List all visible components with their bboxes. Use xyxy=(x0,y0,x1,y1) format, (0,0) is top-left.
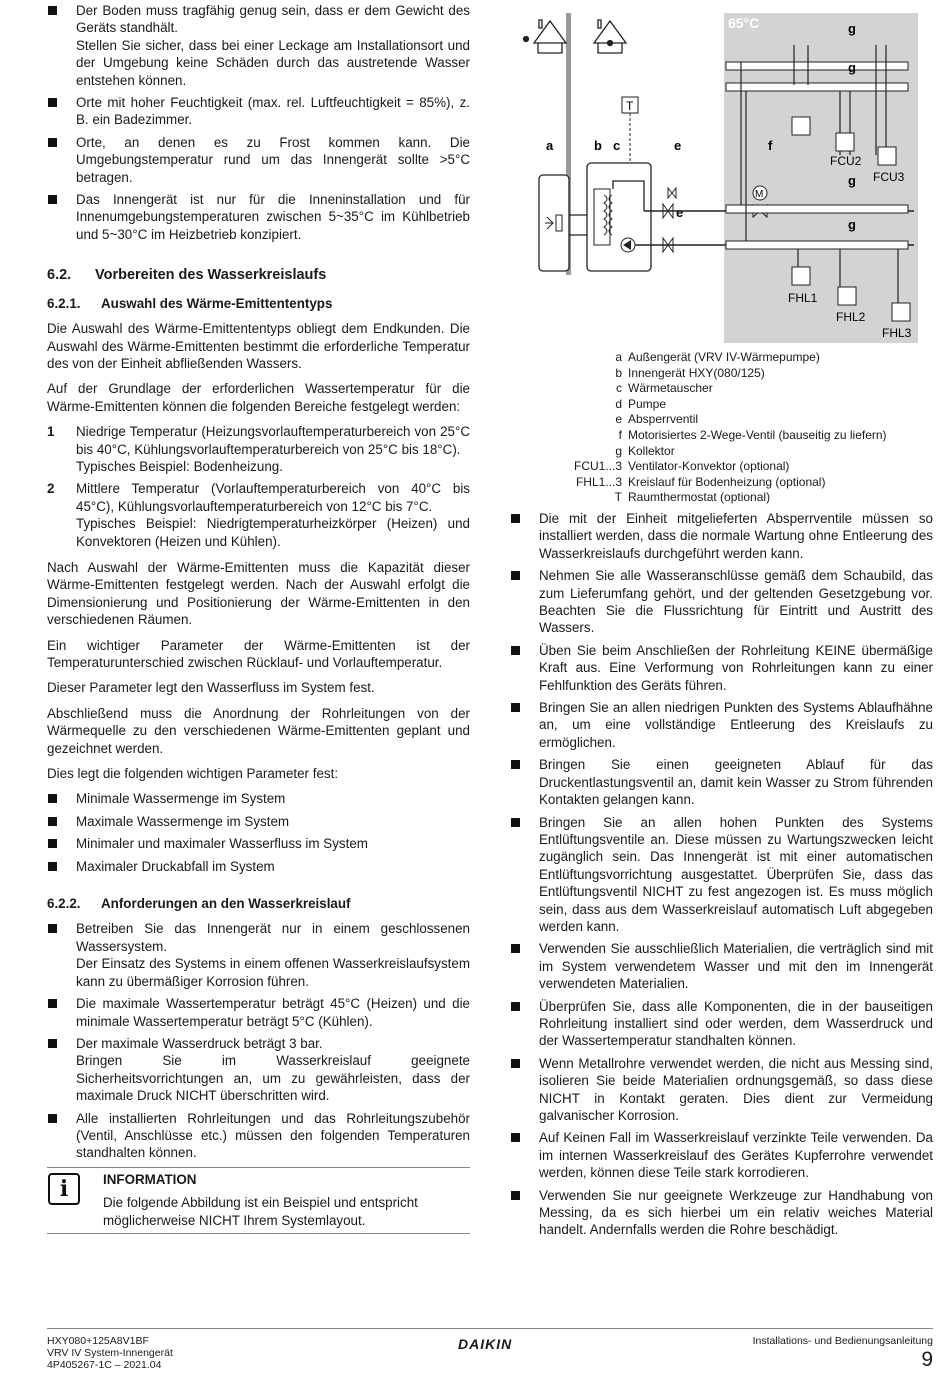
legend-row: FCU1...3 Ventilator-Konvektor (optional) xyxy=(573,459,790,474)
bullet-item: Der Boden muss tragfähig genug sein, dass er dem Gewicht des Geräts standhält. Stellen Sie sicher, dass bei einer Leckage am Installationsort und der Umgebung keine Schäden durch das austretende Wasser entstehen können. xyxy=(47,2,470,89)
label-b: b xyxy=(594,138,602,153)
label-a: a xyxy=(546,138,554,153)
water-circuit-diagram xyxy=(520,5,920,343)
info-title: INFORMATION xyxy=(103,1171,197,1187)
bullet-item: Überprüfen Sie, dass alle Komponenten, die in der bauseitigen Rohrleitung installiert sind oder werden, dem Wasserdruck und der Wassertemperatur standhalten können. xyxy=(510,998,933,1050)
floor-loop-icon xyxy=(792,267,810,285)
bullet-item: Betreiben Sie das Innengerät nur in einem geschlossenen Wassersystem. Der Einsatz des Systems in einem offenen Wasserkreislaufsystem kann zu übermäßiger Korrosion führen. xyxy=(47,920,470,990)
bullet-item: Üben Sie beim Anschließen der Rohrleitung KEINE übermäßige Kraft aus. Eine Verformung von Rohrleitungen kann zu einer Fehlfunktion des Geräts führen. xyxy=(510,642,933,694)
right-column xyxy=(510,510,933,1244)
product-name: VRV IV System-Innengerät xyxy=(47,1347,173,1359)
fan-coil-icon xyxy=(792,117,810,135)
information-box xyxy=(47,1167,470,1234)
bullet-item: Die maximale Wassertemperatur beträgt 45°C (Heizen) und die minimale Wassertemperatur beträgt 5°C (Kühlen). xyxy=(47,995,470,1030)
info-text: Die folgende Abbildung ist ein Beispiel und entspricht möglicherweise NICHT Ihrem Systemlayout. xyxy=(103,1195,418,1228)
paragraph: Dies legt die folgenden wichtigen Parameter fest: xyxy=(47,766,339,782)
bullet-square-icon xyxy=(511,514,520,523)
legend-row: a Außengerät (VRV IV-Wärmepumpe) xyxy=(615,350,820,364)
brand-logo: DAIKIN xyxy=(458,1336,513,1352)
bullet-square-icon xyxy=(48,98,57,107)
collector xyxy=(726,83,908,91)
bullet-square-icon xyxy=(48,817,57,826)
page-number: 9 xyxy=(921,1348,933,1371)
legend-row: T Raumthermostat (optional) xyxy=(614,490,771,505)
outdoor-unit xyxy=(539,175,569,271)
label-c: c xyxy=(613,138,621,153)
legend-row: d Pumpe xyxy=(615,396,667,411)
legend-row: b Innengerät HXY(080/125) xyxy=(615,365,765,380)
bullet-item: Orte, an denen es zu Frost kommen kann. Die Umgebungstemperatur rund um das Innengerät sollte >5°C betragen. xyxy=(47,134,470,186)
svg-text:M: M xyxy=(755,189,764,200)
bullet-square-icon xyxy=(511,1191,520,1200)
section-heading: 6.2. Vorbereiten des Wasserkreislaufs xyxy=(47,267,327,284)
bullet-item: Das Innengerät ist nur für die Inneninstallation und für Innenumgebungstemperaturen zwischen 5~35°C im Kühlbetrieb und 5~30°C im Heizbetrieb konzipiert. xyxy=(47,191,470,243)
label-T: T xyxy=(626,99,634,113)
bullet-square-icon xyxy=(48,138,57,147)
label-fhl3: FHL3 xyxy=(882,326,912,340)
bullet-square-icon xyxy=(511,703,520,712)
bullet-item: Die mit der Einheit mitgelieferten Absperrventile müssen so installiert werden, dass die normale Wartung ohne Entleerung des Wasserkreislaufs durchgeführt werden kann. xyxy=(510,510,933,562)
label-fcu2: FCU2 xyxy=(830,154,862,168)
label-g: g xyxy=(848,173,856,188)
fan-coil-icon xyxy=(878,147,896,165)
bullet-square-icon xyxy=(48,1114,57,1123)
bullet-square-icon xyxy=(511,1059,520,1068)
subsection-heading: 6.2.1. Auswahl des Wärme-Emittententyps xyxy=(47,295,333,311)
shutoff-valve-icon xyxy=(668,188,676,198)
outdoor-house-icon xyxy=(524,20,567,53)
floor-loop-icon xyxy=(892,303,910,321)
collector xyxy=(726,62,908,70)
bullet-item: Maximale Wassermenge im System xyxy=(47,813,470,830)
numbered-item: 2 Mittlere Temperatur (Vorlauftemperaturbereich von 40°C bis 45°C), Kühlungsvorlauftemperaturbereich von 12°C bis 7°C. Typisches Beispiel: Niedrigtemperaturheizkörper (Heizen) und Konvektoren (Heizen und Kühlen). xyxy=(47,481,470,549)
bullet-square-icon xyxy=(511,571,520,580)
label-fhl2: FHL2 xyxy=(836,310,866,324)
bullet-item: Minimale Wassermenge im System xyxy=(47,790,470,807)
subsection-heading: 6.2.2. Anforderungen an den Wasserkreislauf xyxy=(47,896,351,912)
bullet-item: Der maximale Wasserdruck beträgt 3 bar. Bringen Sie im Wasserkreislauf geeignete Sicherheitsvorrichtungen an, um zu gewährleisten, dass der maximale Druck NICHT überschritten wird. xyxy=(47,1035,470,1105)
bullet-item: Nehmen Sie alle Wasseranschlüsse gemäß dem Schaubild, das zum Lieferumfang gehört, und der geltenden Gesetzgebung vor. Beachten Sie die Flussrichtung für Eintritt und Austritt des Wassers. xyxy=(510,567,933,637)
bullet-item: Alle installierten Rohrleitungen und das Rohrleitungszubehör (Ventil, Anschlüsse etc.) müssen den folgenden Temperaturen standhalten können. xyxy=(47,1110,470,1162)
footer-left xyxy=(47,1335,173,1371)
bullet-square-icon xyxy=(48,924,57,933)
bullet-square-icon xyxy=(48,794,57,803)
bullet-item: Bringen Sie an allen hohen Punkten des Systems Entlüftungsventile an. Diese müssen zu Wartungszwecken leicht zugänglich sein. Das Innengerät ist mit einer automatischen Entlüftungsvorrichtung ausgestattet. Überprüfen Sie, dass das Entlüftungsventil NICHT zu fest angezogen ist. Es muss möglich sein, dass aus dem Wasserkreislauf automatisch Luft abgegeben werden kann. xyxy=(510,814,933,936)
legend-row: f Motorisiertes 2-Wege-Ventil (bauseitig zu liefern) xyxy=(618,427,887,442)
bullet-square-icon xyxy=(511,1002,520,1011)
label-f: f xyxy=(768,138,773,153)
bullet-item: Maximaler Druckabfall im System xyxy=(47,858,470,875)
paragraph: Die Auswahl des Wärme-Emittententyps obliegt dem Endkunden. Die Auswahl des Wärme-Emittenten bestimmt die erforderliche Temperatur des von der Einheit abfließenden Wassers. xyxy=(47,321,470,371)
label-g: g xyxy=(848,217,856,232)
bullet-item: Verwenden Sie ausschließlich Materialien, die verträglich sind mit im System verwendetem Wasser und mit den im Innengerät verwendeten Materialien. xyxy=(510,940,933,992)
bullet-square-icon xyxy=(48,999,57,1008)
bullet-item: Bringen Sie einen geeigneten Ablauf für das Druckentlastungsventil an, damit kein Wasser zu Strom führenden Kontakten gelangen kann. xyxy=(510,756,933,808)
indoor-house-icon xyxy=(594,20,626,53)
paragraph: Nach Auswahl der Wärme-Emittenten muss die Kapazität dieser Wärme-Emittenten festgelegt werden. Nach der Auswahl erfolgt die Dimensionierung und Positionierung der Wärme-Emittenten in den verschiedenen Räumen. xyxy=(47,559,470,628)
document-number: 4P405267-1C – 2021.04 xyxy=(47,1359,162,1371)
collector xyxy=(726,205,908,213)
temperature-label: 65°C xyxy=(728,15,760,31)
bullet-item: Wenn Metallrohre verwendet werden, die nicht aus Messing sind, isolieren Sie beide Materialien ordnungsgemäß, so dass diese NICHT in Kontakt geraten. Dies dient zur Vermeidung galvanischer Korrosion. xyxy=(510,1055,933,1125)
bullet-square-icon xyxy=(48,862,57,871)
indoor-unit xyxy=(587,163,651,271)
page-footer xyxy=(47,1328,933,1379)
bullet-square-icon xyxy=(511,646,520,655)
paragraph: Dieser Parameter legt den Wasserfluss im System fest. xyxy=(47,680,375,696)
bullet-square-icon xyxy=(511,818,520,827)
legend-row: c Wärmetauscher xyxy=(616,381,713,396)
bullet-square-icon xyxy=(511,1133,520,1142)
label-g: g xyxy=(848,21,856,36)
label-g: g xyxy=(848,60,856,75)
bullet-square-icon xyxy=(48,1039,57,1048)
bullet-square-icon xyxy=(48,839,57,848)
info-icon: i xyxy=(48,1173,80,1205)
numbered-item: 1 Niedrige Temperatur (Heizungsvorlauftemperaturbereich von 25°C bis 40°C, Kühlungsvorlauftemperaturbereich von 25°C bis 18°C). Typisches Beispiel: Bodenheizung. xyxy=(47,424,470,474)
legend-row: e Absperrventil xyxy=(615,412,699,427)
label-fcu3: FCU3 xyxy=(873,170,905,184)
paragraph: Auf der Grundlage der erforderlichen Wassertemperatur für die Wärme-Emittenten können die folgenden Bereiche festgelegt werden: xyxy=(47,381,470,414)
bullet-item: Auf Keinen Fall im Wasserkreislauf verzinkte Teile verwenden. Da im internen Wasserkreislauf des Gerätes Kupferrohre verwendet werden, können diese Teile stark korrodieren. xyxy=(510,1129,933,1181)
bullet-item: Bringen Sie an allen niedrigen Punkten des Systems Ablaufhähne an, um eine vollständige Entleerung des Kreislaufs zu ermöglichen. xyxy=(510,699,933,751)
bullet-square-icon xyxy=(48,195,57,204)
floor-loop-icon xyxy=(838,287,856,305)
bullet-item: Orte mit hoher Feuchtigkeit (max. rel. Luftfeuchtigkeit = 85%), z. B. ein Badezimmer. xyxy=(47,94,470,129)
bullet-item: Verwenden Sie nur geeignete Werkzeuge zur Handhabung von Messing, da es sich hierbei um ein relativ weiches Material handelt. Andernfalls werden die Rohre beschädigt. xyxy=(510,1187,933,1239)
model-number: HXY080+125A8V1BF xyxy=(47,1335,149,1347)
label-e: e xyxy=(676,205,684,220)
label-fhl1: FHL1 xyxy=(788,291,818,305)
bullet-item: Minimaler und maximaler Wasserfluss im System xyxy=(47,835,470,852)
bullet-square-icon xyxy=(48,6,57,15)
legend-row: FHL1...3 Kreislauf für Bodenheizung (optional) xyxy=(575,474,826,489)
label-e: e xyxy=(674,138,682,153)
paragraph: Abschließend muss die Anordnung der Rohrleitungen von der Wärmequelle zu den verschiedenen Wärme-Emittenten geplant und gezeichnet werden. xyxy=(47,705,470,756)
bullet-square-icon xyxy=(511,760,520,769)
left-column xyxy=(47,2,470,1234)
legend-row: g Kollektor xyxy=(615,443,675,458)
collector xyxy=(726,241,908,249)
manual-title: Installations- und Bedienungsanleitung xyxy=(752,1335,933,1347)
fan-coil-icon xyxy=(836,133,854,151)
diagram-legend xyxy=(540,350,940,506)
paragraph: Ein wichtiger Parameter der Wärme-Emittenten ist der Temperaturunterschied zwischen Rücklauf- und Vorlauftemperatur. xyxy=(47,637,470,670)
bullet-square-icon xyxy=(511,944,520,953)
